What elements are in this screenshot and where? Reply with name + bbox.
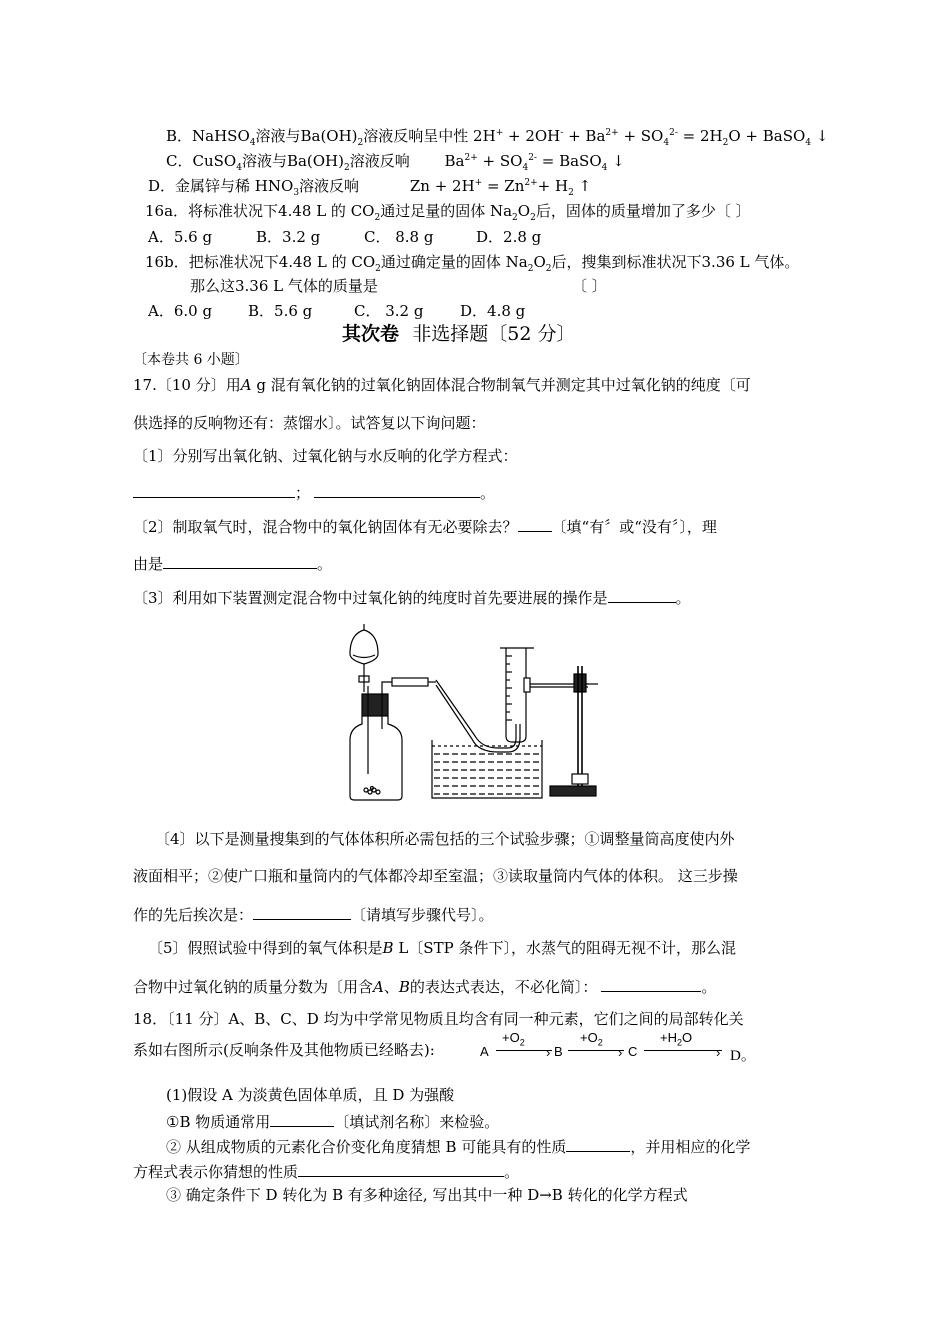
answer-blank[interactable] — [253, 903, 351, 920]
part2-note: 〔本卷共 6 小题〕 — [133, 352, 249, 368]
answer-blank[interactable] — [518, 515, 552, 532]
answer-blank[interactable] — [608, 586, 676, 603]
q17-part2-line2: 由是 。 — [133, 552, 332, 574]
q17-part4: 〔4〕以下是测量搜集到的气体体积所必需包括的三个试验步骤；①调整量筒高度使内外 — [155, 830, 735, 848]
q15-option-b: B．NaHSO$_4$溶液与$Ba(OH)_2$溶液反响呈中性 $2H^+ + 2OH^- + Ba^{2+} + SO_4^{2-} = 2H_2O$ + BaSO$_4$ ↓ — [166, 127, 829, 148]
option: C． 8.8 g — [364, 228, 434, 246]
species-a: A — [480, 1044, 489, 1059]
gas-collection-apparatus — [340, 624, 610, 804]
delivery-tube — [382, 678, 520, 752]
q16b-stem-line2: 那么这3.36 L 气体的质量是 — [190, 277, 378, 295]
answer-blank[interactable] — [163, 552, 317, 569]
species-c: C — [628, 1044, 638, 1059]
conversion-scheme — [480, 1030, 760, 1064]
q17-part1: 〔1〕分别写出氧化钠、过氧化钠与水反响的化学方程式： — [133, 447, 518, 465]
q16b-options — [148, 301, 525, 321]
q17-part5: 〔5〕假照试验中得到的氧气体积是B L〔STP 条件下〕，水蒸气的阻碍无视不计，那么混 — [148, 939, 736, 957]
species-d: D。 — [730, 1048, 756, 1064]
option: A．5.6 g — [148, 228, 213, 246]
q17-part4-line3: 作的先后挨次是： 〔请填写步骤代号〕。 — [133, 903, 494, 925]
answer-blank[interactable] — [601, 975, 701, 992]
water-trough — [432, 740, 542, 798]
iron-stand — [524, 666, 598, 796]
q17-part3: 〔3〕利用如下装置测定混合物中过氧化钠的纯度时首先要进展的操作是 。 — [133, 586, 691, 608]
q18-part1c: ③ 确定条件下 D 转化为 B 有多种途径, 写出其中一种 D→B 转化的化学方程式 — [166, 1186, 688, 1204]
answer-blank[interactable] — [133, 481, 295, 498]
reagent-h2o: $+H_2O$ — [660, 1030, 693, 1048]
q17-part4-line2: 液面相平；②使广口瓶和量筒内的气体都冷却至室温；③读取量筒内气体的体积。 这三步操 — [133, 867, 738, 885]
part2-title: 其次卷 非选择题〔52 分〕 — [342, 323, 576, 345]
reagent-o2: $+O_2$ — [580, 1030, 603, 1048]
arrow — [568, 1050, 624, 1051]
reagent-o2: $+O_2$ — [502, 1030, 525, 1048]
species-b: B — [554, 1044, 563, 1059]
q18-part1b-line2: 方程式表示你猜想的性质 。 — [133, 1160, 519, 1182]
arrow — [644, 1050, 722, 1051]
option: B．5.6 g — [248, 302, 313, 320]
wide-mouth-bottle — [350, 686, 402, 800]
q16b-bracket: 〔 〕 — [572, 277, 607, 295]
answer-blank[interactable] — [298, 1160, 504, 1177]
q18-part1a: ①B 物质通常用 〔填试剂名称〕来检验。 — [166, 1110, 499, 1132]
q17-part5-line2: 合物中过氧化钠的质量分数为〔用含A、B的表达式表达，不必化简〕： 。 — [133, 975, 716, 997]
answer-blank[interactable] — [270, 1110, 334, 1127]
arrow-head: › — [618, 1045, 623, 1060]
arrow-head: › — [716, 1045, 721, 1060]
q17-stem-line2: 供选择的反响物还有：蒸馏水〕。试答复以下询问题： — [133, 414, 486, 432]
arrow-head: › — [546, 1045, 551, 1060]
option: D．2.8 g — [476, 228, 542, 246]
q15-option-c: C．CuSO$_4$溶液与$Ba(OH)_2$溶液反响 $Ba^{2+} + SO_4^{2-}$ = BaSO$_4$ ↓ — [166, 152, 625, 173]
q16a-stem: 16a．将标准状况下4.48 L 的 $CO_2$通过足量的固体 $Na_2O_2$后，固体的质量增加了多少〔 〕 — [145, 202, 751, 223]
q16b-stem: 16b．把标准状况下4.48 L 的 $CO_2$通过确定量的固体 $Na_2O_2$后，搜集到标准状况下3.36 L 气体。 — [145, 253, 800, 274]
q18-stem: 18．〔11 分〕A、B、C、D 均为中学常见物质且均含有同一种元素，它们之间的局部转化关 — [133, 1010, 744, 1028]
answer-blank[interactable] — [566, 1135, 630, 1152]
q17-part2: 〔2〕制取氧气时，混合物中的氧化钠固体有无必要除去？ 〔填“有〞或“没有〞〕，理 — [133, 515, 717, 537]
q17-part1-blanks: ； 。 — [133, 481, 495, 503]
q16a-options — [148, 227, 541, 247]
q18-part1b: ② 从组成物质的元素化合价变化角度猜想 B 可能具有的性质 ，并用相应的化学 — [166, 1135, 750, 1157]
option: C． 3.2 g — [354, 302, 424, 320]
graduated-cylinder — [500, 648, 534, 742]
q15-option-d: D．金属锌与稀 $HNO_3$溶液反响 $Zn + 2H^+ = Zn^{2+}+ H_2$ ↑ — [148, 177, 592, 198]
separatory-funnel — [350, 624, 378, 692]
arrow — [496, 1050, 552, 1051]
q17-stem: 17.〔10 分〕用A g 混有氧化钠的过氧化钠固体混合物制氧气并测定其中过氧化钠的纯度〔可 — [133, 376, 751, 394]
option: B．3.2 g — [256, 228, 321, 246]
option: D．4.8 g — [460, 302, 526, 320]
q18-part1: (1)假设 A 为淡黄色固体单质，且 D 为强酸 — [166, 1086, 455, 1104]
option: A．6.0 g — [148, 302, 213, 320]
answer-blank[interactable] — [314, 481, 480, 498]
q18-stem-line2: 系如右图所示(反响条件及其他物质已经略去): — [133, 1041, 435, 1059]
